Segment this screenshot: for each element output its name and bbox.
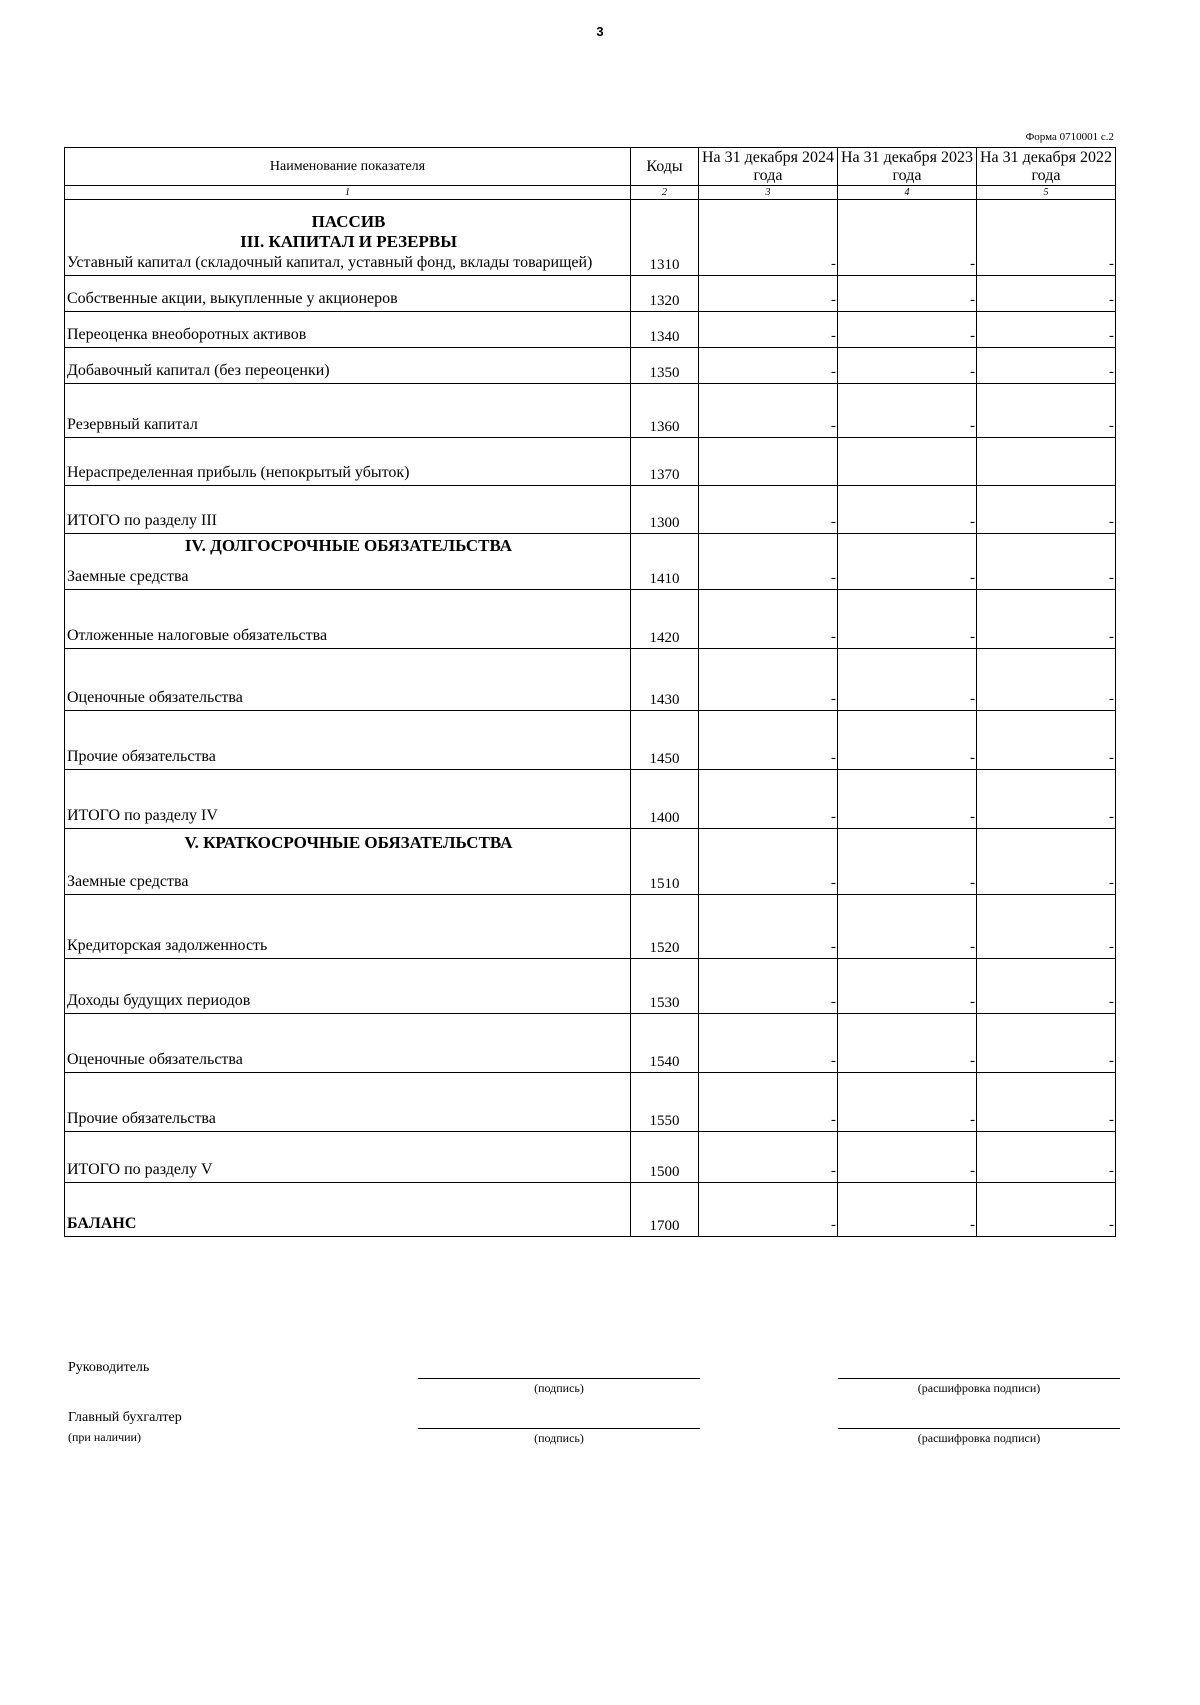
value-2022: - <box>977 770 1116 829</box>
value-2023: - <box>838 590 977 649</box>
section-3-title: III. КАПИТАЛ И РЕЗЕРВЫ <box>240 232 457 251</box>
header-2024: На 31 декабря 2024 года <box>699 148 838 186</box>
row-name-cell <box>65 534 631 590</box>
head-label: Руководитель <box>68 1360 150 1375</box>
value-2023: - <box>838 200 977 276</box>
value-2024: - <box>699 649 838 711</box>
page-number: 3 <box>596 24 604 39</box>
accountant-decoding-caption: (расшифровка подписи) <box>917 1431 1041 1445</box>
row-name: Переоценка внеоборотных активов <box>65 312 631 348</box>
column-number: 5 <box>977 186 1116 200</box>
value-2024: - <box>699 348 838 384</box>
table-row <box>65 590 1116 649</box>
accountant-signature-line <box>418 1428 700 1429</box>
value-2022: - <box>977 276 1116 312</box>
value-2022: - <box>977 384 1116 438</box>
row-code: 1360 <box>631 384 699 438</box>
table-row <box>65 895 1116 959</box>
value-2022: - <box>977 1183 1116 1237</box>
value-2022 <box>977 438 1116 486</box>
value-2023: - <box>838 384 977 438</box>
row-code: 1320 <box>631 276 699 312</box>
header-2023: На 31 декабря 2023 года <box>838 148 977 186</box>
value-2022: - <box>977 1132 1116 1183</box>
row-name: Добавочный капитал (без переоценки) <box>65 348 631 384</box>
value-2024: - <box>699 486 838 534</box>
table-row <box>65 1073 1116 1132</box>
table-header-row <box>65 148 1116 186</box>
passiv-title: ПАССИВ <box>311 212 386 231</box>
value-2024: - <box>699 1183 838 1237</box>
value-2022: - <box>977 348 1116 384</box>
row-name: Доходы будущих периодов <box>65 959 631 1014</box>
row-code: 1530 <box>631 959 699 1014</box>
value-2023: - <box>838 649 977 711</box>
row-name: Нераспределенная прибыль (непокрытый убыток) <box>65 438 631 486</box>
row-code: 1350 <box>631 348 699 384</box>
column-number: 1 <box>65 186 631 200</box>
value-2024: - <box>699 770 838 829</box>
table-row <box>65 384 1116 438</box>
row-name: Уставный капитал (складочный капитал, уставный фонд, вклады товарищей) <box>67 254 593 271</box>
table-row <box>65 276 1116 312</box>
value-2024: - <box>699 829 838 895</box>
row-code: 1410 <box>631 534 699 590</box>
value-2022: - <box>977 590 1116 649</box>
row-name: Прочие обязательства <box>65 711 631 770</box>
row-name: ИТОГО по разделу IV <box>65 770 631 829</box>
value-2023: - <box>838 959 977 1014</box>
table-row <box>65 1014 1116 1073</box>
column-number: 4 <box>838 186 977 200</box>
value-2022: - <box>977 649 1116 711</box>
row-code: 1420 <box>631 590 699 649</box>
row-name: Заемные средства <box>67 873 189 890</box>
row-name: БАЛАНС <box>65 1183 631 1237</box>
accountant-decoding-line <box>838 1428 1120 1429</box>
section-4-title: IV. ДОЛГОСРОЧНЫЕ ОБЯЗАТЕЛЬСТВА <box>184 536 513 555</box>
row-name: Оценочные обязательства <box>65 1014 631 1073</box>
value-2023: - <box>838 486 977 534</box>
row-code: 1370 <box>631 438 699 486</box>
value-2022: - <box>977 534 1116 590</box>
row-code: 1540 <box>631 1014 699 1073</box>
value-2024: - <box>699 1073 838 1132</box>
row-name: Прочие обязательства <box>65 1073 631 1132</box>
table-row <box>65 829 1116 895</box>
value-2024: - <box>699 312 838 348</box>
value-2023: - <box>838 312 977 348</box>
row-name: Собственные акции, выкупленные у акционеров <box>65 276 631 312</box>
table-row <box>65 959 1116 1014</box>
head-signature-line <box>418 1378 700 1379</box>
table-row <box>65 1132 1116 1183</box>
value-2022: - <box>977 895 1116 959</box>
balance-liabilities-table <box>64 147 1116 1237</box>
value-2024: - <box>699 895 838 959</box>
row-name: Кредиторская задолженность <box>65 895 631 959</box>
value-2023: - <box>838 829 977 895</box>
row-code: 1340 <box>631 312 699 348</box>
value-2023: - <box>838 348 977 384</box>
value-2024: - <box>699 384 838 438</box>
table-row <box>65 348 1116 384</box>
row-code: 1450 <box>631 711 699 770</box>
value-2023: - <box>838 1132 977 1183</box>
row-name-cell <box>65 829 631 895</box>
row-name: ИТОГО по разделу III <box>65 486 631 534</box>
value-2023: - <box>838 1073 977 1132</box>
value-2023: - <box>838 895 977 959</box>
value-2023: - <box>838 276 977 312</box>
section-5-title: V. КРАТКОСРОЧНЫЕ ОБЯЗАТЕЛЬСТВА <box>184 833 513 852</box>
value-2024: - <box>699 711 838 770</box>
table-row <box>65 200 1116 276</box>
value-2022: - <box>977 1014 1116 1073</box>
table-row <box>65 486 1116 534</box>
value-2024: - <box>699 590 838 649</box>
header-2022: На 31 декабря 2022 года <box>977 148 1116 186</box>
table-row <box>65 438 1116 486</box>
value-2024: - <box>699 1014 838 1073</box>
value-2024: - <box>699 1132 838 1183</box>
value-2022: - <box>977 711 1116 770</box>
value-2024: - <box>699 200 838 276</box>
row-code: 1400 <box>631 770 699 829</box>
value-2024: - <box>699 276 838 312</box>
table-row <box>65 770 1116 829</box>
value-2022: - <box>977 312 1116 348</box>
value-2022: - <box>977 1073 1116 1132</box>
value-2024 <box>699 438 838 486</box>
head-signature-caption: (подпись) <box>534 1381 584 1395</box>
row-name: Заемные средства <box>67 568 189 585</box>
head-decoding-caption: (расшифровка подписи) <box>917 1381 1041 1395</box>
row-name: Оценочные обязательства <box>65 649 631 711</box>
value-2024: - <box>699 959 838 1014</box>
column-number-row <box>65 186 1116 200</box>
row-name-cell <box>65 200 631 276</box>
row-code: 1700 <box>631 1183 699 1237</box>
value-2023: - <box>838 1183 977 1237</box>
row-code: 1510 <box>631 829 699 895</box>
row-code: 1550 <box>631 1073 699 1132</box>
row-code: 1310 <box>631 200 699 276</box>
accountant-label: Главный бухгалтер <box>68 1410 182 1425</box>
accountant-signature-caption: (подпись) <box>534 1431 584 1445</box>
row-code: 1300 <box>631 486 699 534</box>
row-name: ИТОГО по разделу V <box>65 1132 631 1183</box>
table-row <box>65 534 1116 590</box>
value-2023: - <box>838 534 977 590</box>
value-2022: - <box>977 200 1116 276</box>
row-code: 1500 <box>631 1132 699 1183</box>
value-2024: - <box>699 534 838 590</box>
table-row <box>65 1183 1116 1237</box>
value-2023: - <box>838 770 977 829</box>
row-name: Резервный капитал <box>65 384 631 438</box>
table-row <box>65 711 1116 770</box>
value-2022: - <box>977 829 1116 895</box>
value-2023: - <box>838 1014 977 1073</box>
value-2023: - <box>838 711 977 770</box>
head-decoding-line <box>838 1378 1120 1379</box>
column-number: 2 <box>631 186 699 200</box>
value-2023 <box>838 438 977 486</box>
row-code: 1520 <box>631 895 699 959</box>
form-code: Форма 0710001 с.2 <box>1025 131 1114 143</box>
row-code: 1430 <box>631 649 699 711</box>
column-number: 3 <box>699 186 838 200</box>
header-name: Наименование показателя <box>65 148 631 186</box>
header-code: Коды <box>631 148 699 186</box>
row-name: Отложенные налоговые обязательства <box>65 590 631 649</box>
value-2022: - <box>977 486 1116 534</box>
value-2022: - <box>977 959 1116 1014</box>
table-row <box>65 312 1116 348</box>
accountant-note: (при наличии) <box>68 1430 141 1444</box>
table-row <box>65 649 1116 711</box>
